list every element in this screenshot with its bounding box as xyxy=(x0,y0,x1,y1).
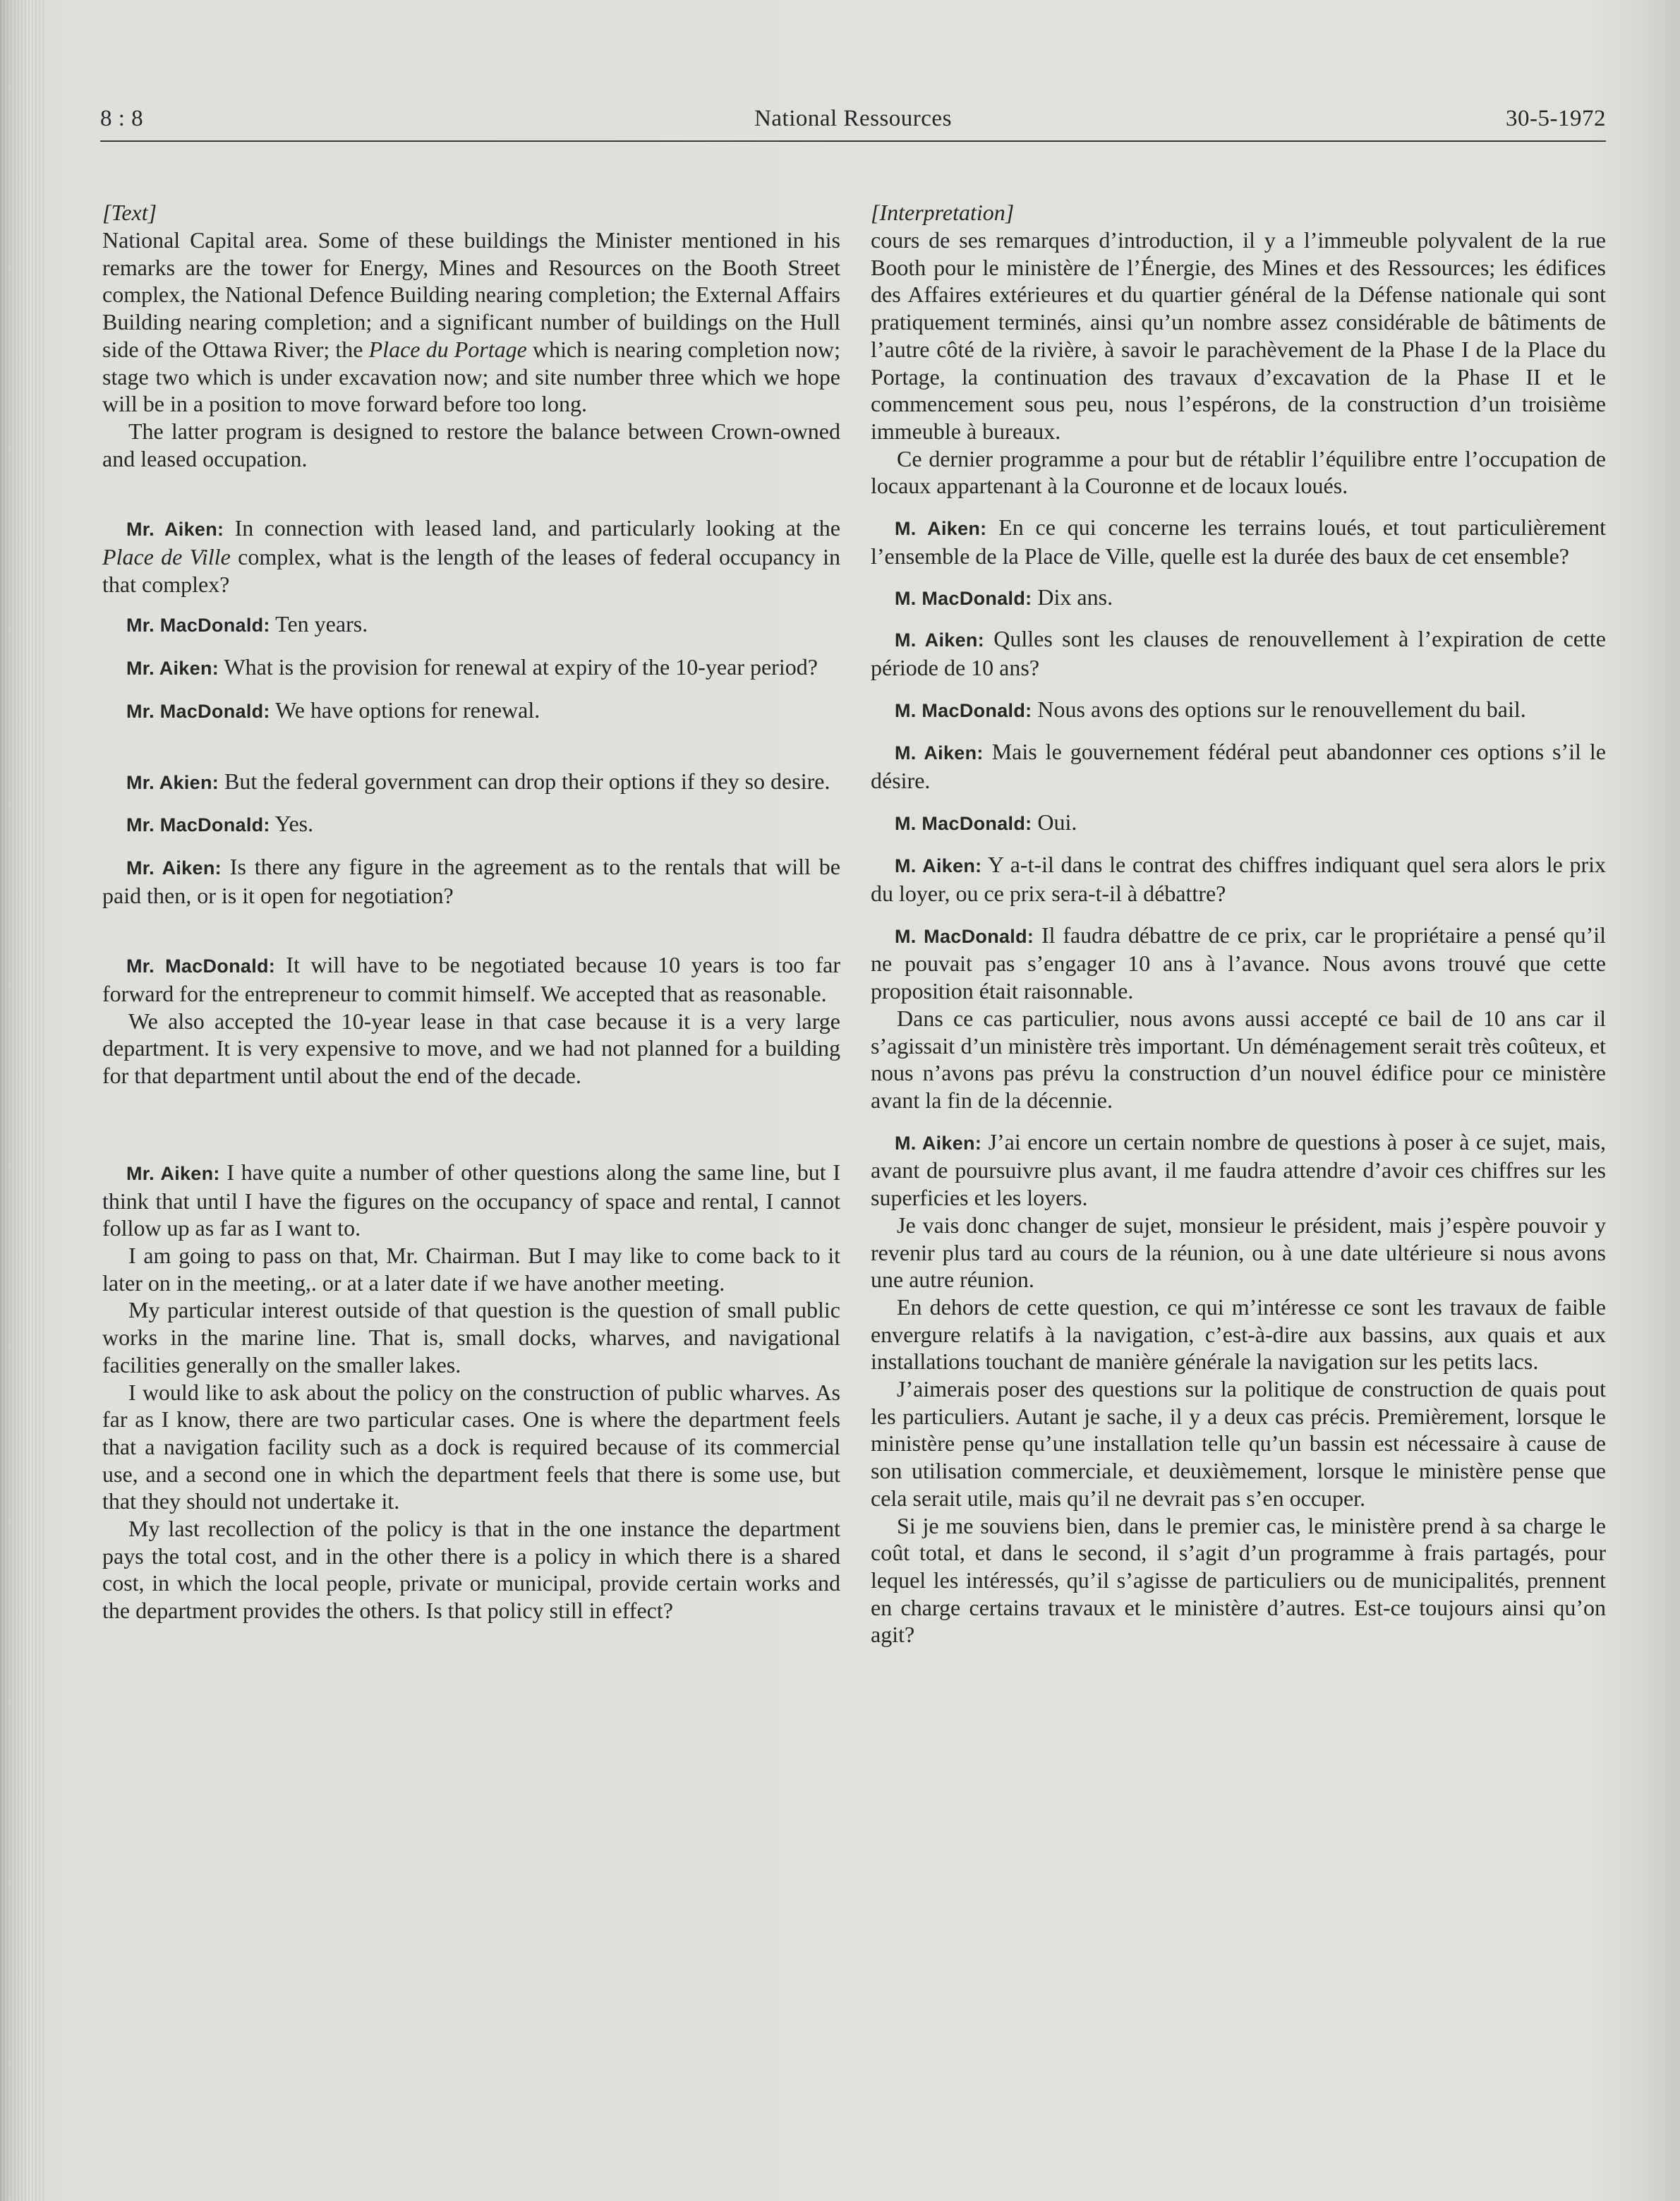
speech-entry: M. MacDonald: Il faudra débattre de ce prix, car le propriétaire a pensé qu’il ne pouvait pas s’engager 10 ans à l’avance. Nous avons trouvé que cette proposition était raisonnable. xyxy=(871,922,1607,1004)
speaker-name: Mr. MacDonald: xyxy=(126,700,270,722)
speaker-name: M. Aiken: xyxy=(895,855,982,877)
speaker-name: Mr. MacDonald: xyxy=(126,615,270,637)
speech-entry: Mr. Aiken: I have quite a number of other questions along the same line, but I think that until I have the figures on the occupancy of space and rental, I cannot follow up as far as I want to. xyxy=(102,1159,841,1241)
page-binding-edge xyxy=(0,0,44,2201)
paragraph: I am going to pass on that, Mr. Chairman. But I may like to come back to it later on in the meeting,. or at a later date if we have another meeting. xyxy=(102,1242,840,1296)
speech-entry: Mr. MacDonald: We have options for renewal. xyxy=(126,697,540,723)
speaker-name: Mr. MacDonald: xyxy=(126,955,276,977)
speech-entry: M. Aiken: Y a-t-il dans le contrat des chiffres indiquant quel sera alors le prix du loyer, ou ce prix sera-t-il à débattre? xyxy=(871,852,1606,907)
speech-entry: M. Aiken: Mais le gouvernement fédéral peut abandonner ces options s’il le désire. xyxy=(871,739,1606,793)
speech-entry: M. Aiken: Qulles sont les clauses de renouvellement à l’expiration de cette période de 10 ans? xyxy=(871,626,1606,680)
speaker-name: M. Aiken: xyxy=(895,1132,982,1154)
speech-entry: M. Aiken: J’ai encore un certain nombre de questions à poser à ce sujet, mais, avant de poursuivre plus avant, il me faudra attendre d’avoir ces chiffres sur les superficies et les loyers. xyxy=(871,1128,1606,1211)
speech-entry: M. MacDonald: Oui. xyxy=(895,809,1077,835)
paragraph: My last recollection of the policy is that in the one instance the department pays the total cost, and in the other there is a policy in which there is a shared cost, in which the local people, private or municipal, provide certain works and the department provides the others. Is that policy still in effect? xyxy=(102,1516,840,1624)
speaker-name: Mr. Aiken: xyxy=(126,658,219,680)
running-title: National Ressources xyxy=(754,106,952,131)
speech-entry: M. MacDonald: Nous avons des options sur le renouvellement du bail. xyxy=(895,696,1526,722)
paragraph: Dans ce cas particulier, nous avons aussi accepté ce bail de 10 ans car il s’agissait d’un ministère très important. Un déménagement serait très coûteux, et nous n’avons pas prévu la construction d’un nouvel édifice pour ce ministère avant la fin de la décennie. xyxy=(871,1005,1606,1113)
paragraph: En dehors de cette question, ce qui m’intéresse ce sont les travaux de faible envergure relatifs à la navigation, c’est-à-dire aux bassins, aux quais et aux installations touchant de manière générale la navigation sur les petits lacs. xyxy=(871,1294,1606,1375)
speaker-name: Mr. Akien: xyxy=(126,771,219,793)
page-header xyxy=(100,106,1606,143)
speech-entry: M. MacDonald: Dix ans. xyxy=(895,584,1113,610)
paragraph: Si je me souviens bien, dans le premier cas, le ministère prend à sa charge le coût total, et dans le second, il s’agit d’un programme à frais partagés, pour lequel les intéressés, qu’il s’agisse de particuliers ou de municipalités, prennent en charge certains travaux et le ministère d’autres. Est-ce toujours ainsi qu’on agit? xyxy=(871,1512,1606,1648)
speech-entry: Mr. MacDonald: It will have to be negotiated because 10 years is too far forward for the entrepreneur to commit himself. We accepted that as reasonable. xyxy=(102,952,840,1007)
speaker-name: M. Aiken: xyxy=(895,742,984,764)
speaker-name: M. Aiken: xyxy=(895,629,984,651)
speaker-name: Mr. Aiken: xyxy=(126,519,224,541)
speaker-name: M. MacDonald: xyxy=(895,812,1032,834)
paragraph: My particular interest outside of that question is the question of small public works in the marine line. That is, small docks, wharves, and navigational facilities generally on the smaller lakes. xyxy=(102,1297,840,1377)
column-tag: [Text] xyxy=(102,200,157,225)
paragraph: National Capital area. Some of these buildings the Minister mentioned in his remarks are the tower for Energy, Mines and Resources on the Booth Street complex, the National Defence Building nearing completion; the External Affairs Building nearing completion; and a significant number of buildings on the Hull side of the Ottawa River; the Place du Portage which is nearing completion now; stage two which is under excavation now; and site number three which we hope will be in a position to move forward before too long. xyxy=(102,227,841,417)
paragraph: Je vais donc changer de sujet, monsieur le président, mais j’espère pouvoir y revenir plus tard au cours de la réunion, ou à une date ultérieure si nous avons une autre réunion. xyxy=(871,1212,1606,1293)
speech-entry: Mr. Aiken: Is there any figure in the agreement as to the rentals that will be paid then, or is it open for negotiation? xyxy=(102,853,840,908)
speech-entry: Mr. Aiken: What is the provision for renewal at expiry of the 10-year period? xyxy=(126,654,818,680)
speech-entry: Mr. Aiken: In connection with leased land, and particularly looking at the Place de Ville complex, what is the length of the leases of federal occupancy in that complex? xyxy=(102,515,841,597)
paragraph: Ce dernier programme a pour but de rétablir l’équilibre entre l’occupation de locaux appartenant à la Couronne et de locaux loués. xyxy=(871,445,1606,499)
speaker-name: M. Aiken: xyxy=(895,518,987,540)
speaker-name: Mr. MacDonald: xyxy=(126,814,270,836)
speech-entry: Mr. MacDonald: Ten years. xyxy=(126,611,368,637)
page-date: 30-5-1972 xyxy=(1506,106,1606,131)
speaker-name: M. MacDonald: xyxy=(895,925,1034,947)
paragraph: The latter program is designed to restore the balance between Crown-owned and leased occupation. xyxy=(102,418,840,471)
french-column xyxy=(871,199,1606,1648)
header-rule xyxy=(100,140,1606,142)
paragraph: We also accepted the 10-year lease in that case because it is a very large department. It is very expensive to move, and we had not planned for a building for that department until about the end of the decade. xyxy=(102,1008,840,1089)
speaker-name: Mr. Aiken: xyxy=(126,1162,220,1184)
paragraph: cours de ses remarques d’introduction, il y a l’immeuble polyvalent de la rue Booth pour le ministère de l’Énergie, des Mines et des Ressources; les édifices des Affaires extérieures et du quartier général de la Défense nationale qui sont pratiquement terminés, ainsi qu’un nombre assez considérable de bâtiments de l’autre côté de la rivière, à savoir le parachèvement de la Phase I de la Place du Portage, la continuation des travaux d’excavation de la Phase II et le commencement sous peu, nous l’espérons, de la construction d’un troisième immeuble à bureaux. xyxy=(871,227,1606,444)
speaker-name: M. MacDonald: xyxy=(895,699,1032,721)
speaker-name: Mr. Aiken: xyxy=(126,857,222,879)
page-number: 8 : 8 xyxy=(100,106,144,131)
speech-entry: Mr. MacDonald: Yes. xyxy=(126,811,314,837)
speaker-name: M. MacDonald: xyxy=(895,588,1032,610)
speech-entry: M. Aiken: En ce qui concerne les terrains loués, et tout particulièrement l’ensemble de la Place de Ville, quelle est la durée des baux de cet ensemble? xyxy=(871,514,1607,569)
english-column xyxy=(102,199,840,1624)
column-tag: [Interpretation] xyxy=(871,200,1015,225)
paragraph: J’aimerais poser des questions sur la politique de construction de quais pout les particuliers. Autant je sache, il y a deux cas précis. Premièrement, lorsque le ministère pense qu’une installation telle qu’un bassin est nécessaire à cause de son utilisation commerciale, et deuxièmement, lorsque le ministère pense que cela serait utile, mais qu’il ne devrait pas s’en occuper. xyxy=(871,1376,1606,1511)
speech-entry: Mr. Akien: But the federal government can drop their options if they so desire. xyxy=(126,768,830,794)
paragraph: I would like to ask about the policy on the construction of public wharves. As far as I know, there are two particular cases. One is where the department feels that a navigation facility such as a dock is required because of its commercial use, and a second one in which the department feels that there is some use, but that they should not undertake it. xyxy=(102,1379,840,1514)
